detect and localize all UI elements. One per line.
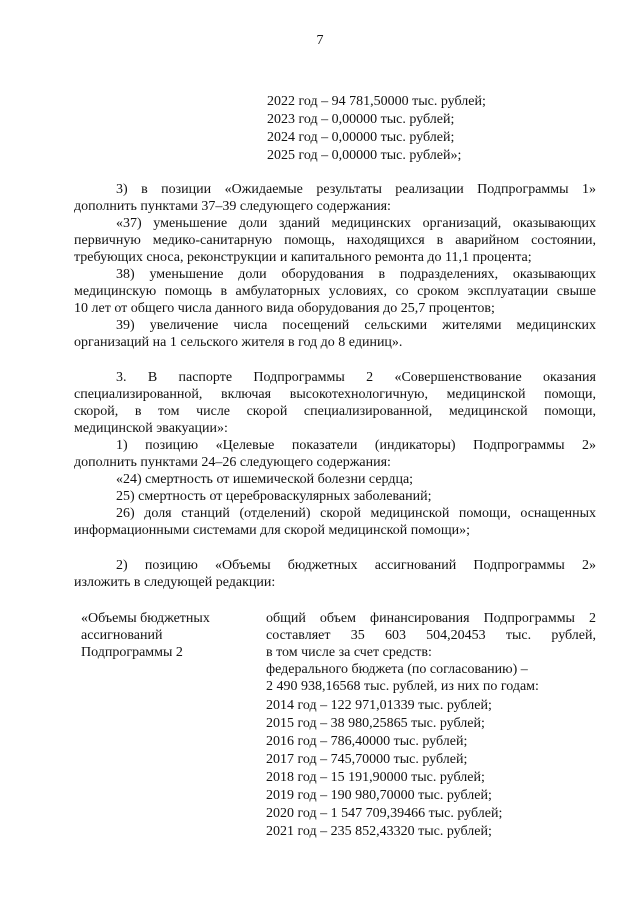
list-item-line: «37) уменьшение доли зданий медицинских организаций, оказывающих <box>116 216 596 231</box>
list-item-line: 10 лет от общего числа данного вида оборудования до 25,7 процентов; <box>74 301 495 316</box>
list-item-line: организаций на 1 сельского жителя в год до 8 единиц». <box>74 335 403 350</box>
list-item-line: 38) уменьшение доли оборудования в подразделениях, оказывающих <box>116 267 596 282</box>
paragraph-line: 1) позицию «Целевые показатели (индикаторы) Подпрограммы 2» <box>116 438 596 453</box>
table-right-line: 2 490 938,16568 тыс. рублей, из них по годам: <box>266 679 539 694</box>
year-line: 2023 год – 0,00000 тыс. рублей; <box>267 112 455 127</box>
list-item-line: медицинскую помощь в амбулаторных условиях, со сроком эксплуатации свыше <box>74 284 596 299</box>
table-right-line: 2017 год – 745,70000 тыс. рублей; <box>266 752 468 767</box>
table-left-cell: ассигнований <box>81 628 163 643</box>
year-line: 2024 год – 0,00000 тыс. рублей; <box>267 130 455 145</box>
table-right-line: общий объем финансирования Подпрограммы 2 <box>266 611 596 626</box>
table-right-line: 2015 год – 38 980,25865 тыс. рублей; <box>266 716 485 731</box>
table-right-line: 2014 год – 122 971,01339 тыс. рублей; <box>266 698 492 713</box>
paragraph-line: изложить в следующей редакции: <box>74 575 276 590</box>
page-number: 7 <box>316 33 324 48</box>
section-line: скорой, в том числе скорой специализированной, медицинской помощи, <box>74 404 596 419</box>
table-left-cell: «Объемы бюджетных <box>81 611 210 626</box>
paragraph-line: 3) в позиции «Ожидаемые результаты реализации Подпрограммы 1» <box>116 182 596 197</box>
paragraph-line: 2) позицию «Объемы бюджетных ассигнований Подпрограммы 2» <box>116 558 596 573</box>
table-right-line: 2020 год – 1 547 709,39466 тыс. рублей; <box>266 806 503 821</box>
year-line: 2022 год – 94 781,50000 тыс. рублей; <box>267 94 486 109</box>
table-right-line: 2016 год – 786,40000 тыс. рублей; <box>266 734 468 749</box>
table-right-line: 2018 год – 15 191,90000 тыс. рублей; <box>266 770 485 785</box>
table-right-line: составляет 35 603 504,20453 тыс. рублей, <box>266 628 596 643</box>
list-item-line: информационными системами для скорой медицинской помощи»; <box>74 523 470 538</box>
paragraph-line: дополнить пунктами 37–39 следующего содержания: <box>74 199 391 214</box>
section-line: специализированной, включая высокотехнологичную, медицинской помощи, <box>74 387 596 402</box>
year-line: 2025 год – 0,00000 тыс. рублей»; <box>267 148 462 163</box>
table-right-line: 2019 год – 190 980,70000 тыс. рублей; <box>266 788 492 803</box>
list-item-line: первичную медико-санитарную помощь, находящихся в аварийном состоянии, <box>74 233 596 248</box>
list-item-line: 26) доля станций (отделений) скорой медицинской помощи, оснащенных <box>116 506 596 521</box>
paragraph-line: дополнить пунктами 24–26 следующего содержания: <box>74 455 391 470</box>
table-left-cell: Подпрограммы 2 <box>81 645 183 660</box>
table-right-line: федерального бюджета (по согласованию) – <box>266 662 528 677</box>
list-item-line: «24) смертность от ишемической болезни сердца; <box>116 472 414 487</box>
table-right-line: 2021 год – 235 852,43320 тыс. рублей; <box>266 824 492 839</box>
section-line: медицинской эвакуации»: <box>74 421 228 436</box>
list-item-line: 39) увеличение числа посещений сельскими жителями медицинских <box>116 318 596 333</box>
section-line: 3. В паспорте Подпрограммы 2 «Совершенствование оказания <box>116 370 596 385</box>
table-right-line: в том числе за счет средств: <box>266 645 432 660</box>
list-item-line: требующих сноса, реконструкции и капитального ремонта до 11,1 процента; <box>74 250 532 265</box>
list-item-line: 25) смертность от цереброваскулярных заболеваний; <box>116 489 432 504</box>
